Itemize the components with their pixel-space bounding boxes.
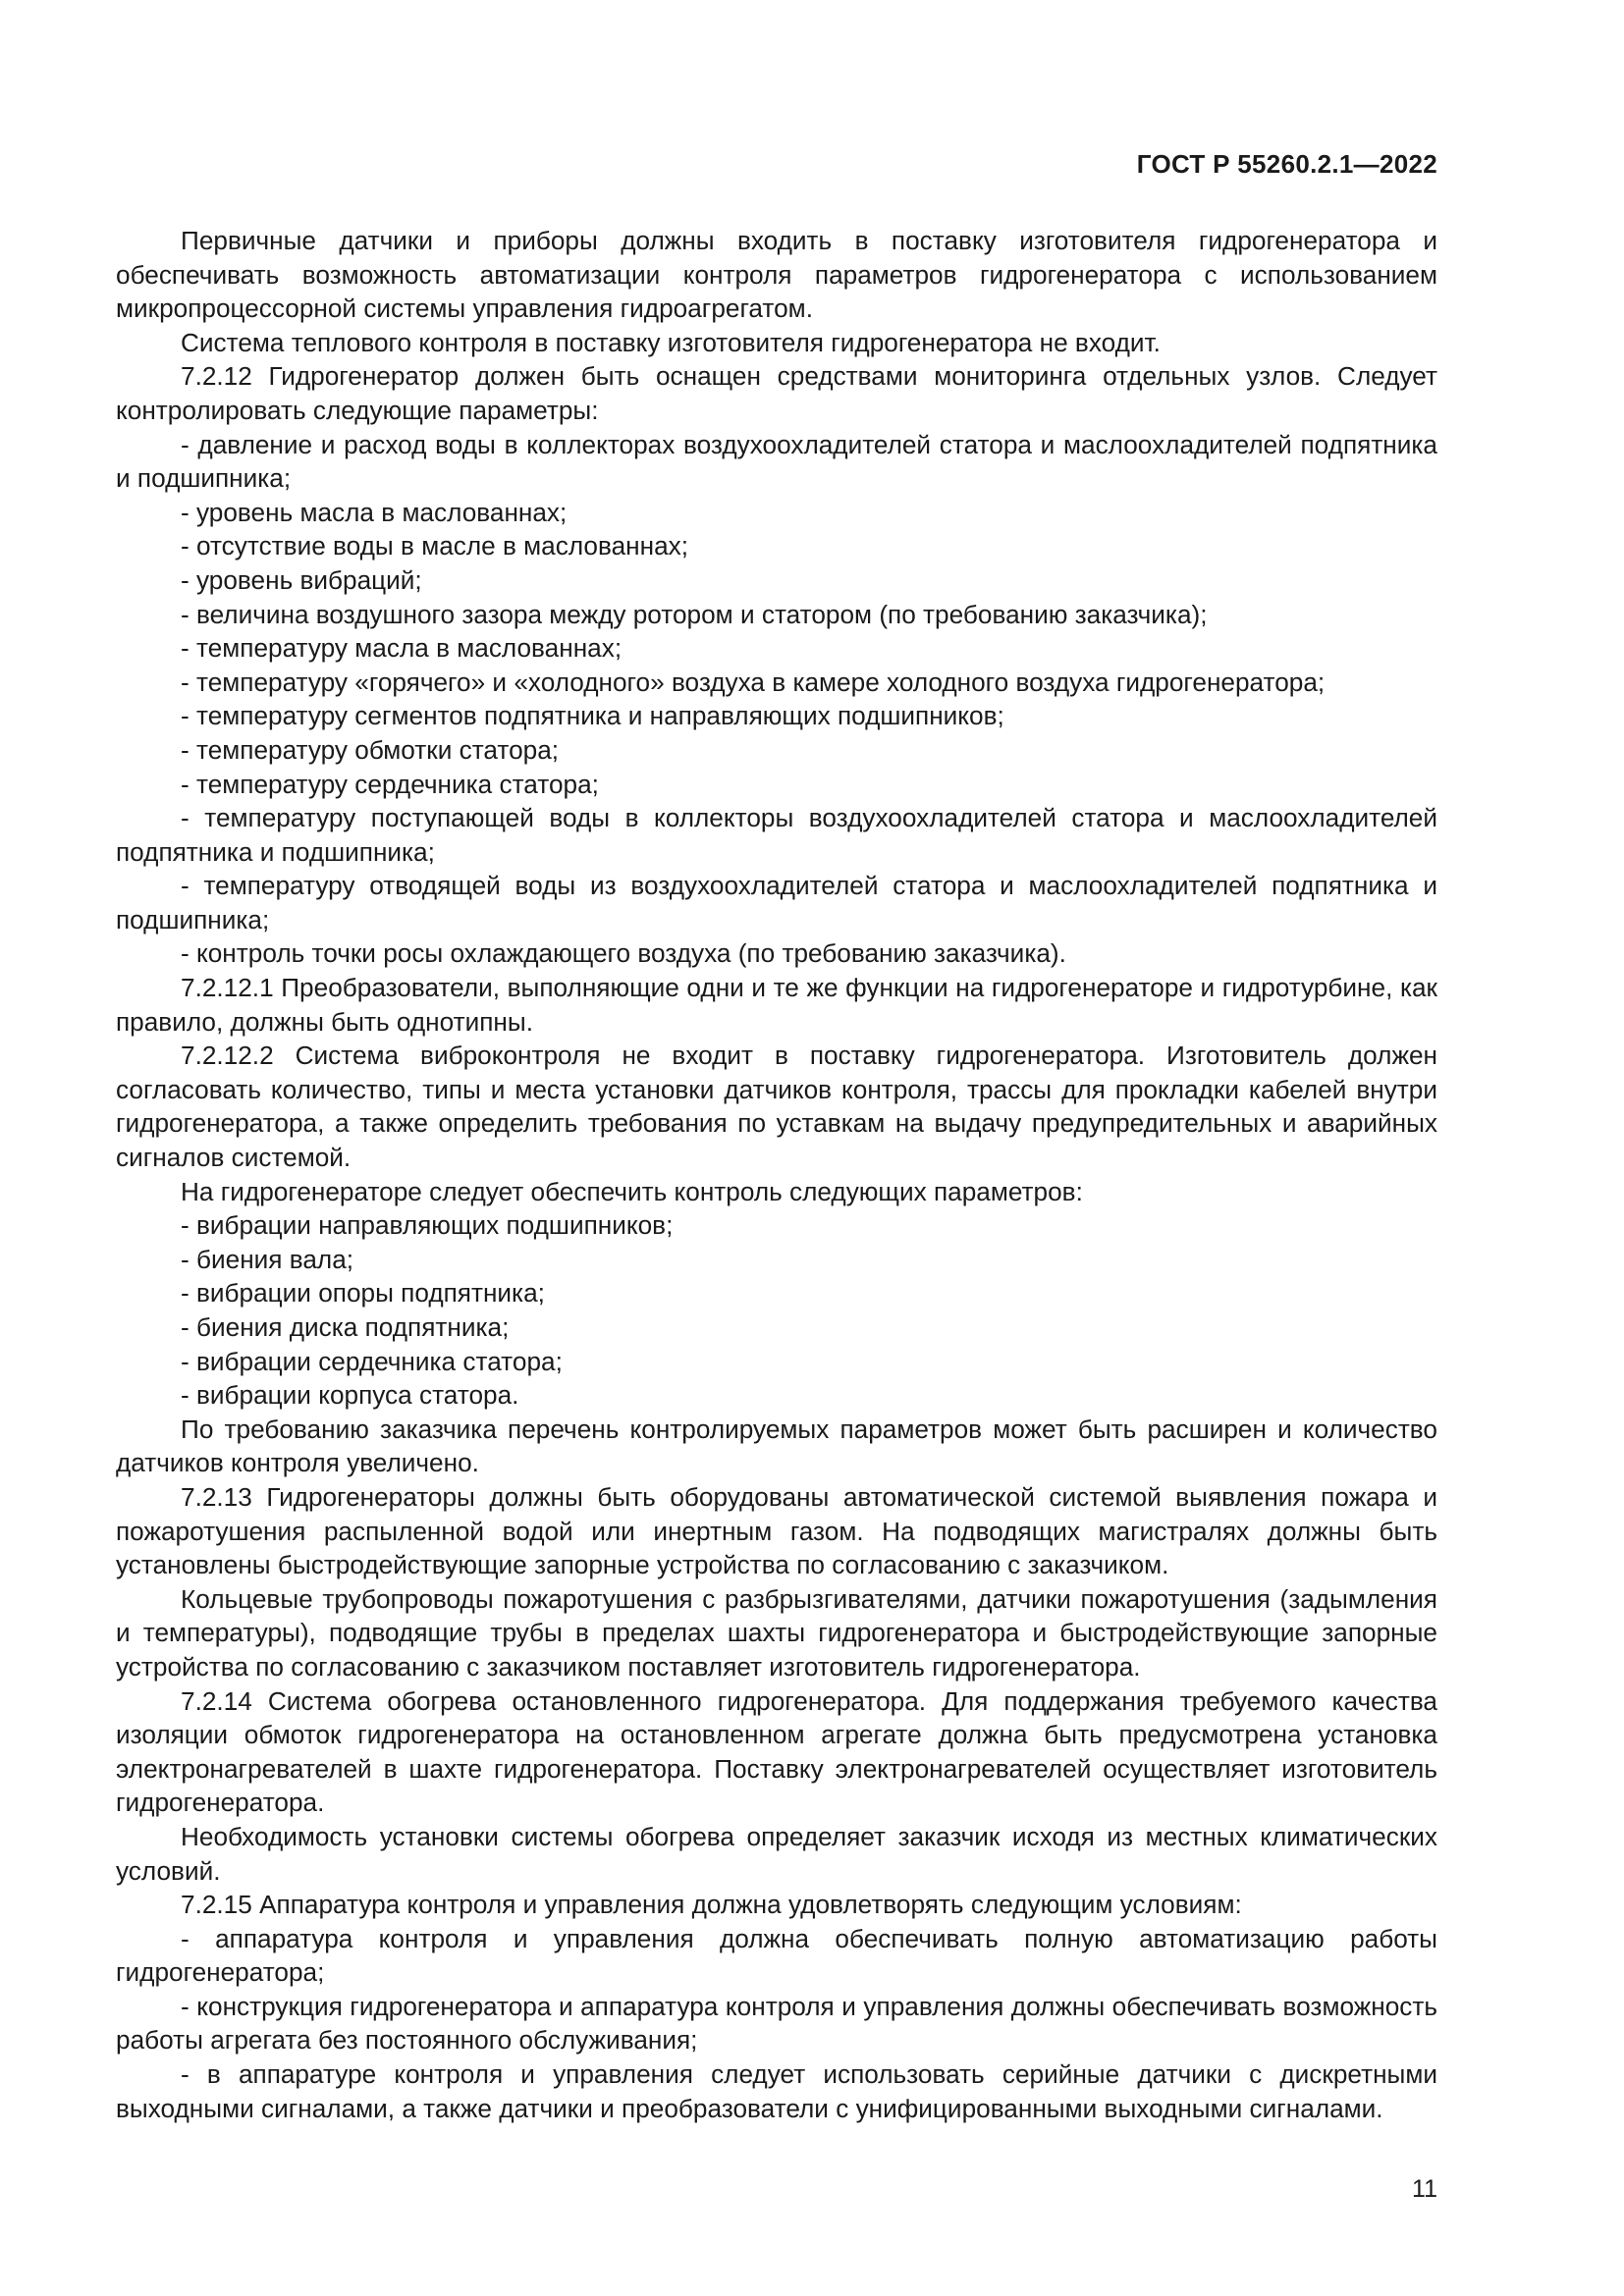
list-item: - биения вала; [181,1244,354,1274]
document-body [116,224,1437,2125]
list-item: - давление и расход воды в коллекторах воздухоохладителей статора и маслоохладителей подпятника и подшипника; [116,429,1437,494]
list-item: - вибрации сердечника статора; [181,1346,563,1376]
list-item: - биения диска подпятника; [181,1312,510,1342]
paragraph: По требованию заказчика перечень контролируемых параметров может быть расширен и количество датчиков контроля увеличено. [116,1414,1437,1478]
list-item: - температуру сегментов подпятника и направляющих подшипников; [181,701,1004,731]
list-item: - температуру отводящей воды из воздухоохладителей статора и маслоохладителей подпятника и подшипника; [116,871,1437,934]
list-item: - уровень масла в маслованнах; [181,497,568,527]
paragraph: 7.2.14 Система обогрева остановленного гидрогенератора. Для поддержания требуемого качества изоляции обмоток гидрогенератора на остановленном агрегате должна быть предусмотрена установка электронагревателей в шахте гидрогенератора. Поставку электронагревателей осуществляет изготовитель гидрогенератора. [116,1685,1437,1818]
list-item: - уровень вибраций; [181,564,422,595]
list-item: - аппаратура контроля и управления должна обеспечивать полную автоматизацию работы гидрогенератора; [116,1923,1437,1988]
list-item: - отсутствие воды в масле в маслованнах; [181,531,689,561]
list-item: - температуру «горячего» и «холодного» воздуха в камере холодного воздуха гидрогенератора; [181,667,1326,697]
list-item: - температуру масла в маслованнах; [181,633,623,664]
paragraph: Необходимость установки системы обогрева определяет заказчик исходя из местных климатических условий. [116,1821,1437,1886]
list-item: - вибрации направляющих подшипников; [181,1210,674,1241]
list-item: - температуру сердечника статора; [181,769,599,799]
list-item: - величина воздушного зазора между ротором и статором (по требованию заказчика); [181,599,1208,629]
list-item: - температуру обмотки статора; [181,734,560,765]
document-code: ГОСТ Р 55260.2.1—2022 [1136,149,1437,179]
paragraph: Первичные датчики и приборы должны входить в поставку изготовителя гидрогенератора и обеспечивать возможность автоматизации контроля параметров гидрогенератора с использованием микропроцессорной системы управления гидроагрегатом. [116,226,1437,324]
list-item: - температуру поступающей воды в коллекторы воздухоохладителей статора и маслоохладителей подпятника и подшипника; [116,803,1437,867]
page-number: 11 [1412,2175,1437,2203]
list-item: - вибрации корпуса статора. [181,1380,519,1411]
paragraph: На гидрогенераторе следует обеспечить контроль следующих параметров: [181,1176,1083,1206]
paragraph: 7.2.12 Гидрогенератор должен быть оснащен средствами мониторинга отдельных узлов. Следует контролировать следующие параметры: [116,361,1437,425]
list-item: - вибрации опоры подпятника; [181,1278,545,1308]
paragraph: 7.2.15 Аппаратура контроля и управления должна удовлетворять следующим условиям: [181,1890,1242,1920]
paragraph: Кольцевые трубопроводы пожаротушения с разбрызгивателями, датчики пожаротушения (задымления и температуры), подводящие трубы в пределах шахты гидрогенератора и быстродействующие запорные устройства по согласованию с заказчиком поставляет изготовитель гидрогенератора. [116,1583,1437,1682]
paragraph: 7.2.12.1 Преобразователи, выполняющие одни и те же функции на гидрогенераторе и гидротурбине, как правило, должны быть однотипны. [116,973,1437,1037]
paragraph: Система теплового контроля в поставку изготовителя гидрогенератора не входит. [181,327,1161,357]
list-item: - контроль точки росы охлаждающего воздуха (по требованию заказчика). [181,938,1066,969]
paragraph: 7.2.12.2 Система виброконтроля не входит в поставку гидрогенератора. Изготовитель должен согласовать количество, типы и места установки датчиков контроля, трассы для прокладки кабелей внутри гидрогенератора, а также определить требования по уставкам на выдачу предупредительных и аварийных сигналов системой. [116,1041,1437,1173]
list-item: - конструкция гидрогенератора и аппаратура контроля и управления должны обеспечивать возможность работы агрегата без постоянного обслуживания; [116,1991,1437,2056]
list-item: - в аппаратуре контроля и управления следует использовать серийные датчики с дискретными выходными сигналами, а также датчики и преобразователи с унифицированными выходными сигналами. [116,2059,1437,2123]
paragraph: 7.2.13 Гидрогенераторы должны быть оборудованы автоматической системой выявления пожара и пожаротушения распыленной водой или инертным газом. На подводящих магистралях должны быть установлены быстродействующие запорные устройства по согласованию с заказчиком. [116,1481,1437,1580]
